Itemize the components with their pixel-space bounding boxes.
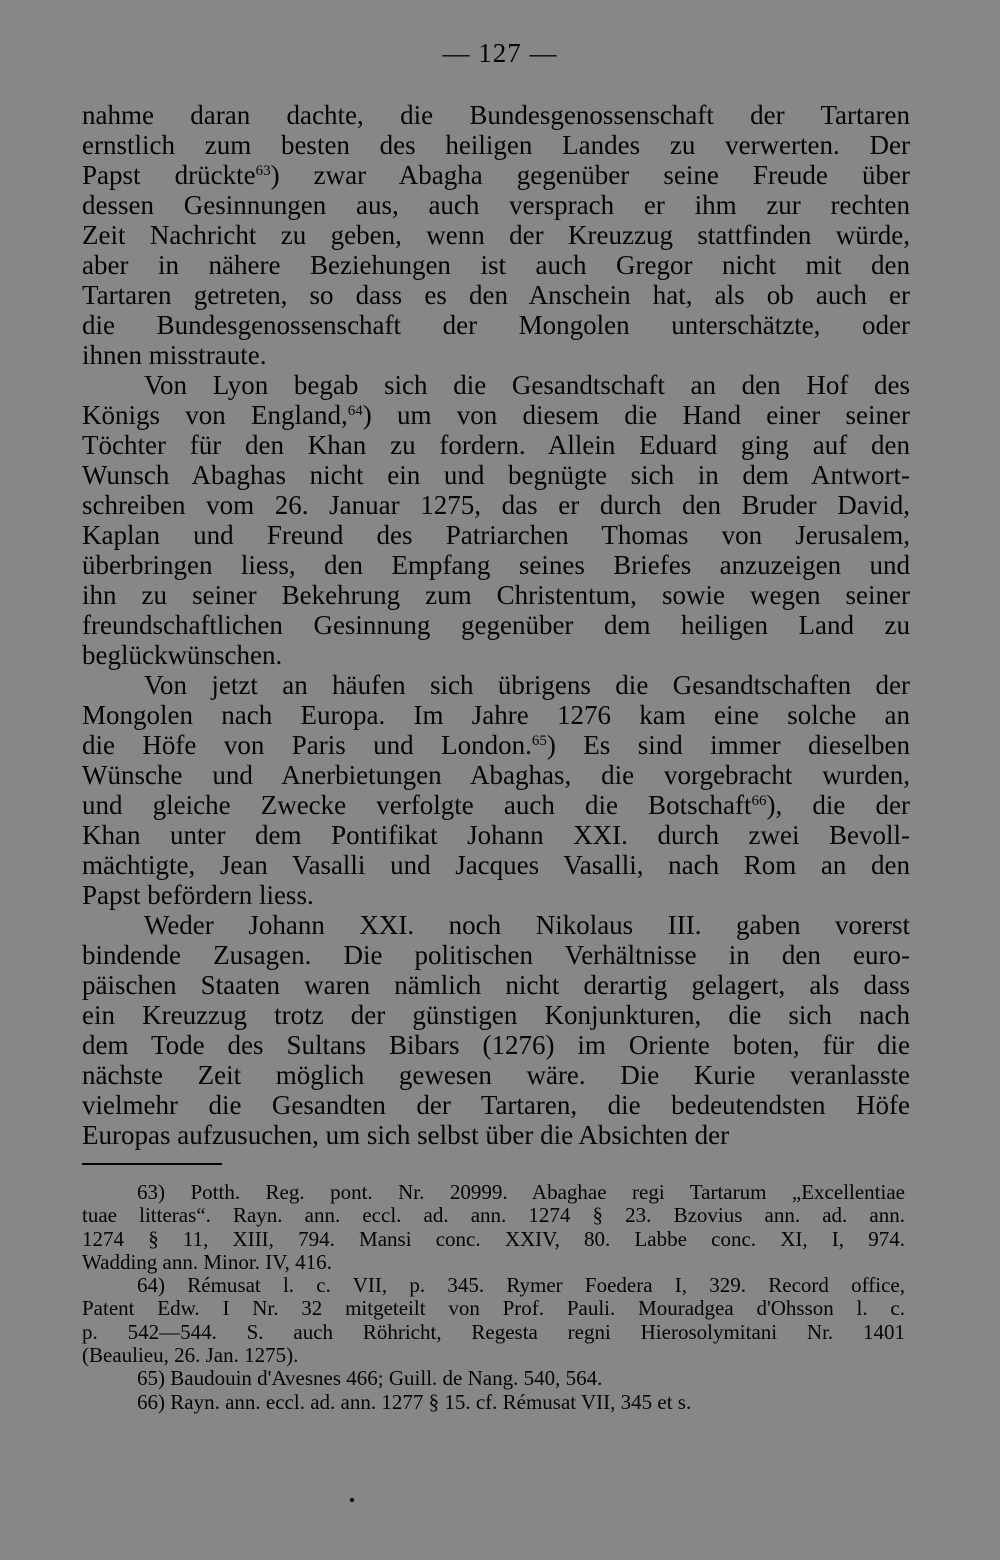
footnote-marker: 66 xyxy=(751,793,767,809)
footnote-line: Wadding ann. Minor. IV, 416. xyxy=(82,1249,332,1274)
text-line: Von Lyon begab sich die Gesandtschaft an den Hof des xyxy=(144,370,910,400)
text-line xyxy=(82,400,910,430)
footnote-line: tuae litteras“. Rayn. ann. eccl. ad. ann. 1274 § 23. Bzovius ann. ad. ann. xyxy=(82,1203,905,1228)
text-fragment: ) um von diesem die Hand einer seiner xyxy=(362,400,910,430)
text-line: ihn zu seiner Bekehrung zum Christentum, sowie wegen seiner xyxy=(82,580,910,610)
print-speck xyxy=(350,1498,354,1502)
text-line: beglückwünschen. xyxy=(82,640,283,670)
footnote-marker: 65 xyxy=(531,733,547,749)
text-line: Töchter für den Khan zu fordern. Allein Eduard ging auf den xyxy=(82,430,910,460)
text-line: nächste Zeit möglich gewesen wäre. Die Kurie veranlasste xyxy=(82,1060,910,1090)
text-fragment: die Höfe von Paris und London. xyxy=(82,730,532,760)
text-fragment: und gleiche Zwecke verfolgte auch die Botschaft xyxy=(82,790,752,820)
footnote-separator xyxy=(82,1163,222,1165)
footnote-line: 1274 § 11, XIII, 794. Mansi conc. XXIV, 80. Labbe conc. XI, I, 974. xyxy=(82,1226,905,1251)
footnote-line: 63) Potth. Reg. pont. Nr. 20999. Abaghae regi Tartarum „Excellentiae xyxy=(137,1180,905,1204)
text-line: Papst befördern liess. xyxy=(82,880,314,910)
text-line: ihnen misstraute. xyxy=(82,340,267,370)
text-line: dessen Gesinnungen aus, auch versprach er ihm zur rechten xyxy=(82,190,910,220)
text-line: Kaplan und Freund des Patriarchen Thomas von Jerusalem, xyxy=(82,520,910,550)
text-line: Weder Johann XXI. noch Nikolaus III. gaben vorerst xyxy=(144,910,910,940)
text-line: die Bundesgenossenschaft der Mongolen unterschätzte, oder xyxy=(82,310,910,340)
text-line: Khan unter dem Pontifikat Johann XXI. durch zwei Bevoll- xyxy=(82,820,910,850)
footnote-line: 64) Rémusat l. c. VII, p. 345. Rymer Foedera I, 329. Record office, xyxy=(137,1273,905,1298)
footnote-line: (Beaulieu, 26. Jan. 1275). xyxy=(82,1343,299,1368)
text-line: Mongolen nach Europa. Im Jahre 1276 kam eine solche an xyxy=(82,700,910,730)
text-line: päischen Staaten waren nämlich nicht derartig gelagert, als dass xyxy=(82,970,910,1000)
text-line: vielmehr die Gesandten der Tartaren, die bedeutendsten Höfe xyxy=(82,1090,910,1120)
text-line: ein Kreuzzug trotz der günstigen Konjunkturen, die sich nach xyxy=(82,1000,910,1030)
text-line: mächtigte, Jean Vasalli und Jacques Vasalli, nach Rom an den xyxy=(82,850,910,880)
text-line: überbringen liess, den Empfang seines Briefes anzuzeigen und xyxy=(82,550,910,580)
text-line xyxy=(82,730,910,760)
text-line: aber in nähere Beziehungen ist auch Gregor nicht mit den xyxy=(82,250,910,280)
footnote-marker: 64 xyxy=(347,403,363,419)
text-line: Von jetzt an häufen sich übrigens die Gesandtschaften der xyxy=(144,670,910,700)
text-fragment: Königs von England, xyxy=(82,400,348,430)
footnote-line: 65) Baudouin d'Avesnes 466; Guill. de Nang. 540, 564. xyxy=(137,1366,603,1391)
footnotes xyxy=(82,1181,905,1414)
text-fragment: ), die der xyxy=(766,790,910,820)
text-line: Wünsche und Anerbietungen Abaghas, die vorgebracht wurden, xyxy=(82,760,910,790)
main-text xyxy=(82,100,910,1150)
text-line: Tartaren getreten, so dass es den Anschein hat, als ob auch er xyxy=(82,280,910,310)
text-line: ernstlich zum besten des heiligen Landes zu verwerten. Der xyxy=(82,130,910,160)
text-line: Europas aufzusuchen, um sich selbst über die Absichten der xyxy=(82,1120,730,1150)
text-line: freundschaftlichen Gesinnung gegenüber dem heiligen Land zu xyxy=(82,610,910,640)
text-line xyxy=(82,160,910,190)
page-number: — 127 — xyxy=(442,38,558,68)
text-line: Wunsch Abaghas nicht ein und begnügte sich in dem Antwort- xyxy=(82,460,910,490)
text-fragment: ) zwar Abagha gegenüber seine Freude über xyxy=(270,160,910,190)
text-line: nahme daran dachte, die Bundesgenossenschaft der Tartaren xyxy=(82,100,910,130)
footnote-line: 66) Rayn. ann. eccl. ad. ann. 1277 § 15. cf. Rémusat VII, 345 et s. xyxy=(137,1389,692,1414)
text-line: schreiben vom 26. Januar 1275, das er durch den Bruder David, xyxy=(82,490,910,520)
footnote-line: Patent Edw. I Nr. 32 mitgeteilt von Prof. Pauli. Mouradgea d'Ohsson l. c. xyxy=(82,1296,905,1321)
text-fragment: Papst drückte xyxy=(82,160,256,190)
text-fragment: ) Es sind immer dieselben xyxy=(546,730,910,760)
text-line xyxy=(82,790,910,820)
text-line: bindende Zusagen. Die politischen Verhältnisse in den euro- xyxy=(82,940,910,970)
footnote-line: p. 542—544. S. auch Röhricht, Regesta regni Hierosolymitani Nr. 1401 xyxy=(82,1319,905,1344)
text-line: dem Tode des Sultans Bibars (1276) im Oriente boten, für die xyxy=(82,1030,910,1060)
text-line: Zeit Nachricht zu geben, wenn der Kreuzzug stattfinden würde, xyxy=(82,220,910,250)
footnote-marker: 63 xyxy=(255,163,271,179)
